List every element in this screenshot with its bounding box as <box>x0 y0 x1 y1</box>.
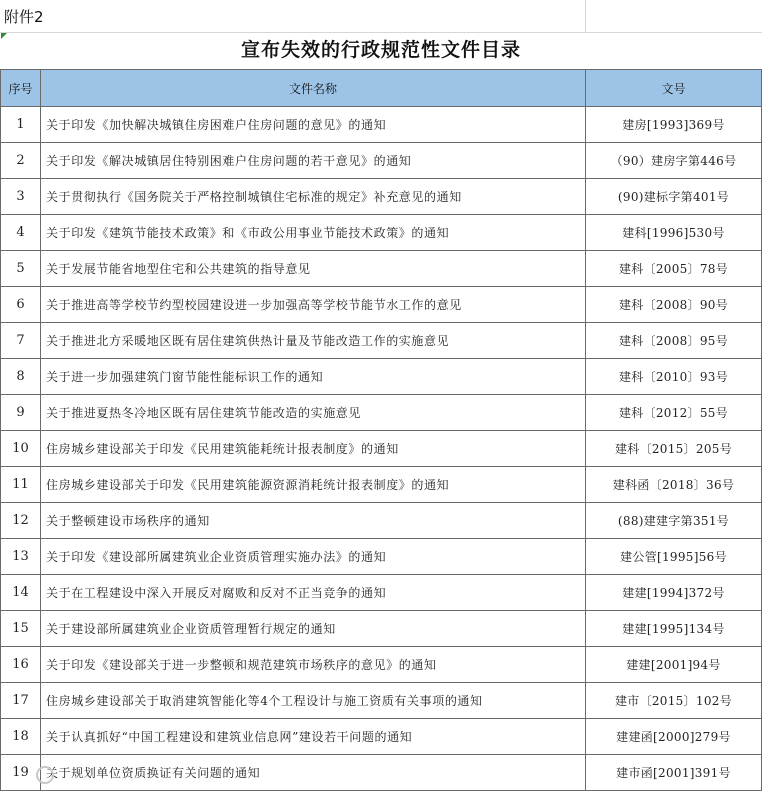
file-name[interactable]: 关于印发《建筑节能技术政策》和《市政公用事业节能技术政策》的通知 <box>41 215 586 251</box>
table-row <box>1 647 762 683</box>
file-name[interactable]: 关于推进夏热冬冷地区既有居住建筑节能改造的实施意见 <box>41 395 586 431</box>
table-row <box>1 251 762 287</box>
document-number[interactable]: （90）建房字第446号 <box>586 143 762 179</box>
header-doc-no: 文号 <box>586 70 762 107</box>
table-row <box>1 323 762 359</box>
row-number[interactable]: 5 <box>1 251 41 287</box>
table-row <box>1 287 762 323</box>
row-number[interactable]: 7 <box>1 323 41 359</box>
document-number[interactable]: 建科〔2015〕205号 <box>586 431 762 467</box>
document-number[interactable]: 建科〔2010〕93号 <box>586 359 762 395</box>
document-number[interactable]: 建科[1996]530号 <box>586 215 762 251</box>
watermark-logo-icon <box>36 766 54 784</box>
row-number[interactable]: 6 <box>1 287 41 323</box>
document-number[interactable]: 建建[1994]372号 <box>586 575 762 611</box>
document-number[interactable]: (90)建标字第401号 <box>586 179 762 215</box>
table-row <box>1 611 762 647</box>
row-number[interactable]: 14 <box>1 575 41 611</box>
table-row <box>1 539 762 575</box>
file-name[interactable]: 关于规划单位资质换证有关问题的通知 <box>41 755 586 791</box>
file-name[interactable]: 关于发展节能省地型住宅和公共建筑的指导意见 <box>41 251 586 287</box>
file-name[interactable]: 住房城乡建设部关于取消建筑智能化等4个工程设计与施工资质有关事项的通知 <box>41 683 586 719</box>
row-number[interactable]: 15 <box>1 611 41 647</box>
file-name[interactable]: 关于整顿建设市场秩序的通知 <box>41 503 586 539</box>
header-no: 序号 <box>1 70 41 107</box>
row-number[interactable]: 13 <box>1 539 41 575</box>
table-row <box>1 143 762 179</box>
table-row <box>1 503 762 539</box>
table-row <box>1 719 762 755</box>
row-number[interactable]: 2 <box>1 143 41 179</box>
page-title: 宣布失效的行政规范性文件目录 <box>240 39 521 61</box>
table-row <box>1 359 762 395</box>
table-row <box>1 215 762 251</box>
document-number[interactable]: 建科〔2012〕55号 <box>586 395 762 431</box>
table-row <box>1 107 762 143</box>
row-number[interactable]: 3 <box>1 179 41 215</box>
top-cell-row <box>0 0 762 33</box>
document-number[interactable]: 建建[2001]94号 <box>586 647 762 683</box>
file-name[interactable]: 住房城乡建设部关于印发《民用建筑能源资源消耗统计报表制度》的通知 <box>41 467 586 503</box>
table-row <box>1 395 762 431</box>
file-name[interactable]: 关于认真抓好“中国工程建设和建筑业信息网”建设若干问题的通知 <box>41 719 586 755</box>
file-name[interactable]: 关于贯彻执行《国务院关于严格控制城镇住宅标准的规定》补充意见的通知 <box>41 179 586 215</box>
document-number[interactable]: 建建函[2000]279号 <box>586 719 762 755</box>
document-number[interactable]: 建市〔2015〕102号 <box>586 683 762 719</box>
file-name[interactable]: 关于推进北方采暖地区既有居住建筑供热计量及节能改造工作的实施意见 <box>41 323 586 359</box>
row-number[interactable]: 18 <box>1 719 41 755</box>
document-number[interactable]: 建科〔2008〕95号 <box>586 323 762 359</box>
document-number[interactable]: 建市函[2001]391号 <box>586 755 762 791</box>
document-number[interactable]: 建科〔2005〕78号 <box>586 251 762 287</box>
row-number[interactable]: 1 <box>1 107 41 143</box>
table-row <box>1 467 762 503</box>
document-number[interactable]: 建建[1995]134号 <box>586 611 762 647</box>
file-name[interactable]: 关于印发《加快解决城镇住房困难户住房问题的意见》的通知 <box>41 107 586 143</box>
document-number[interactable]: (88)建建字第351号 <box>586 503 762 539</box>
file-name[interactable]: 关于建设部所属建筑业企业资质管理暂行规定的通知 <box>41 611 586 647</box>
table-row <box>1 683 762 719</box>
file-name[interactable]: 关于推进高等学校节约型校园建设进一步加强高等学校节能节水工作的意见 <box>41 287 586 323</box>
file-name[interactable]: 关于在工程建设中深入开展反对腐败和反对不正当竞争的通知 <box>41 575 586 611</box>
header-name: 文件名称 <box>41 70 586 107</box>
table-row <box>1 431 762 467</box>
row-number[interactable]: 12 <box>1 503 41 539</box>
row-number[interactable]: 17 <box>1 683 41 719</box>
table-row <box>1 755 762 791</box>
row-number[interactable]: 4 <box>1 215 41 251</box>
file-name[interactable]: 关于印发《建设部所属建筑业企业资质管理实施办法》的通知 <box>41 539 586 575</box>
document-number[interactable]: 建科函〔2018〕36号 <box>586 467 762 503</box>
document-number[interactable]: 建公管[1995]56号 <box>586 539 762 575</box>
row-number[interactable]: 16 <box>1 647 41 683</box>
table-header-row <box>1 70 762 107</box>
file-name[interactable]: 关于进一步加强建筑门窗节能性能标识工作的通知 <box>41 359 586 395</box>
watermark <box>36 766 57 784</box>
file-name[interactable]: 关于印发《建设部关于进一步整顿和规范建筑市场秩序的意见》的通知 <box>41 647 586 683</box>
row-number[interactable]: 11 <box>1 467 41 503</box>
cell-divider <box>585 0 586 33</box>
row-number[interactable]: 19 <box>1 755 41 791</box>
row-number[interactable]: 8 <box>1 359 41 395</box>
row-number[interactable]: 10 <box>1 431 41 467</box>
document-number[interactable]: 建房[1993]369号 <box>586 107 762 143</box>
file-name[interactable]: 住房城乡建设部关于印发《民用建筑能耗统计报表制度》的通知 <box>41 431 586 467</box>
table-row <box>1 179 762 215</box>
document-number[interactable]: 建科〔2008〕90号 <box>586 287 762 323</box>
document-table <box>0 69 762 791</box>
attachment-label: 附件2 <box>4 8 44 26</box>
row-number[interactable]: 9 <box>1 395 41 431</box>
table-row <box>1 575 762 611</box>
file-name[interactable]: 关于印发《解决城镇居住特别困难户住房问题的若干意见》的通知 <box>41 143 586 179</box>
